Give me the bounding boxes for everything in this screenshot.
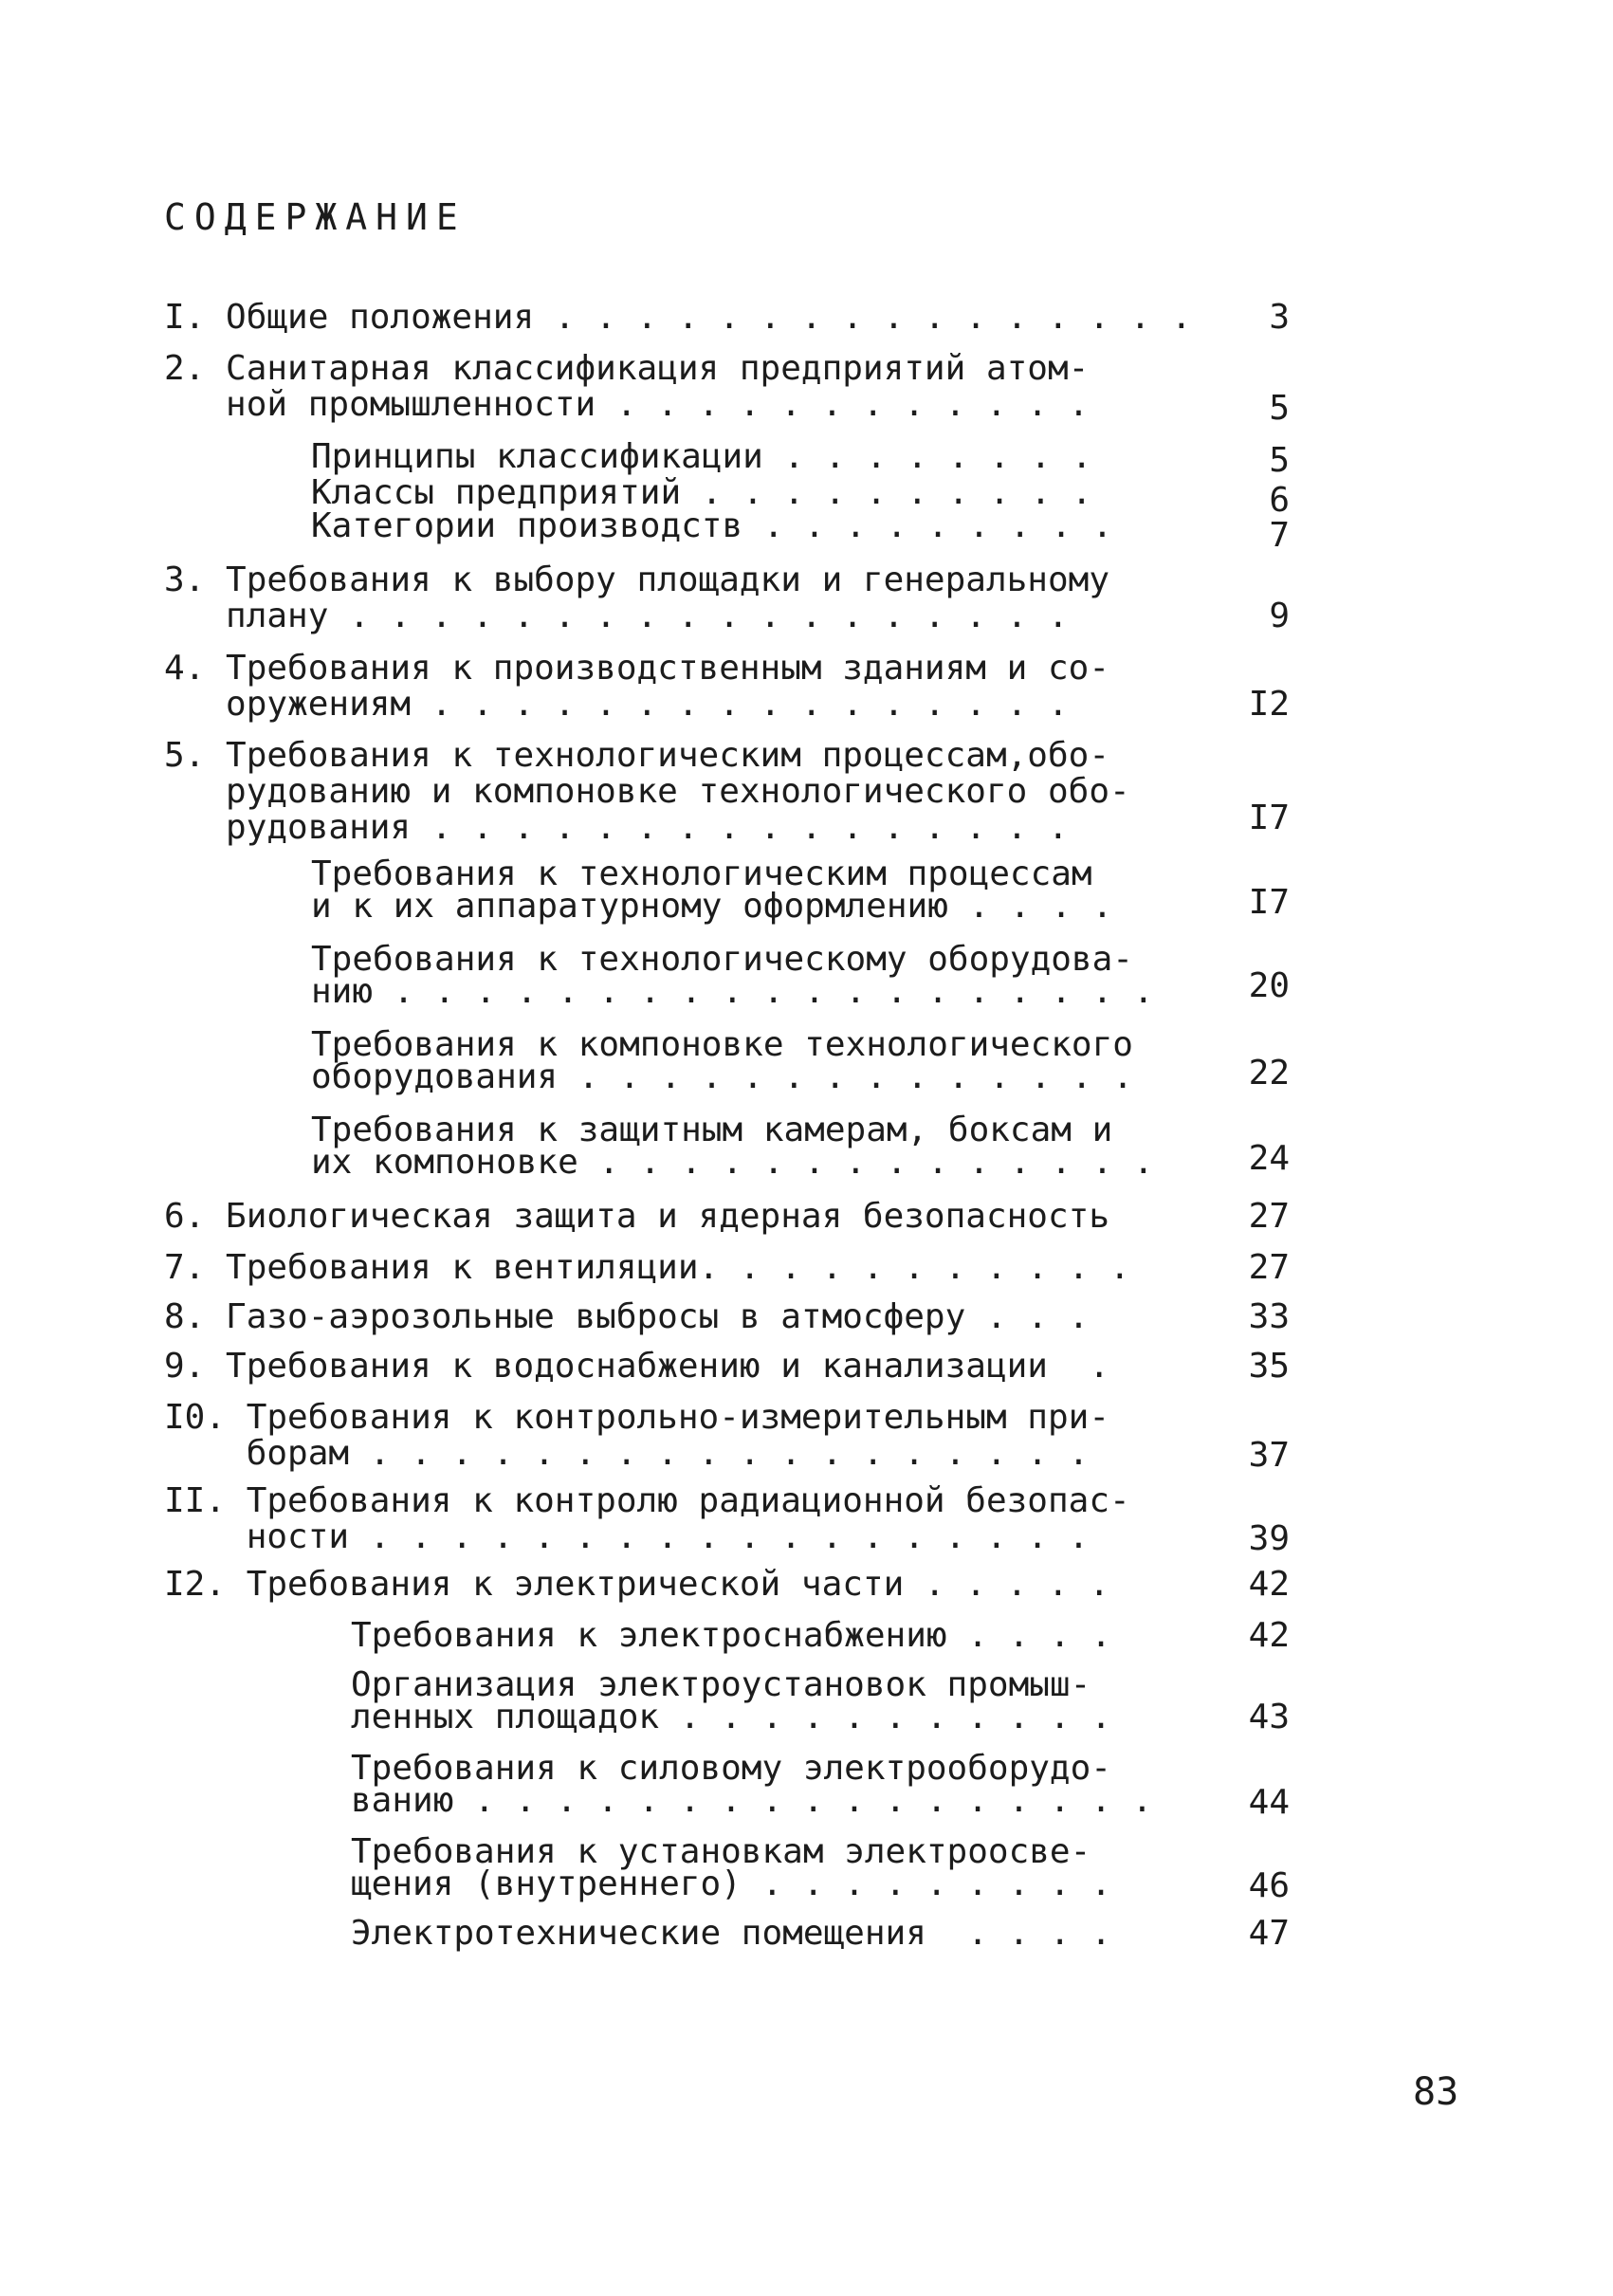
toc-entry-text: ленных площадок . . . . . . . . . . . [351,1698,1111,1736]
toc-entry-text: ной промышленности . . . . . . . . . . . . [164,385,1090,424]
toc-entry-text: 2. Санитарная классификация предприятий атом- [164,349,1090,388]
toc-entry-text: Требования к компоновке технологического [311,1025,1133,1064]
toc-entry-text: Организация электроустановок промыш- [351,1665,1091,1704]
toc-entry-text: рудования . . . . . . . . . . . . . . . . [164,808,1069,847]
toc-entry-text: 8. Газо-аэрозольные выбросы в атмосферу . . . [164,1297,1090,1336]
toc-entry-text: и к их аппаратурному оформлению . . . . [311,887,1113,926]
toc-entry-text: 9. Требования к водоснабжению и канализации . [164,1347,1109,1386]
toc-entry-text: Категории производств . . . . . . . . . [311,506,1113,545]
toc-entry-text: ности . . . . . . . . . . . . . . . . . . [164,1517,1090,1556]
toc-entry-page: 46 [1248,1866,1290,1905]
toc-entry-page: 24 [1248,1139,1290,1178]
toc-entry-page: I7 [1248,799,1290,837]
toc-entry-text: 4. Требования к производственным зданиям и со- [164,649,1109,688]
toc-entry-text: I. Общие положения . . . . . . . . . . . . . . . . [164,298,1192,337]
toc-entry-text: 5. Требования к технологическим процессам,обо- [164,736,1109,775]
toc-entry-text: Принципы классификации . . . . . . . . [311,437,1092,476]
toc-entry-text: плану . . . . . . . . . . . . . . . . . . [164,597,1069,635]
toc-entry-page: 42 [1248,1565,1290,1604]
toc-entry-text: Электротехнические помещения . . . . [351,1914,1111,1953]
toc-entry-text: Требования к силовому электрооборудо- [351,1749,1111,1788]
toc-entry-text: 7. Требования к вентиляции. . . . . . . . . . . [164,1248,1130,1287]
toc-entry-page: 43 [1248,1698,1290,1736]
toc-entry-text: щения (внутреннего) . . . . . . . . . [351,1864,1111,1903]
toc-entry-page: 27 [1248,1248,1290,1287]
toc-entry-page: I2 [1248,685,1290,724]
toc-entry-page: 37 [1248,1436,1290,1475]
toc-entry-page: 22 [1248,1054,1290,1093]
page-number: 83 [1413,2070,1459,2114]
toc-entry-text: I0. Требования к контрольно-измерительным при- [164,1398,1109,1437]
toc-entry-text: оружениям . . . . . . . . . . . . . . . . [164,685,1069,724]
toc-entry-text: I2. Требования к электрической части . . . . . [164,1565,1109,1604]
toc-entry-text: их компоновке . . . . . . . . . . . . . . [311,1143,1154,1182]
toc-entry-text: оборудования . . . . . . . . . . . . . . [311,1057,1133,1096]
toc-entry-text: II. Требования к контролю радиационной безопас- [164,1481,1130,1520]
toc-entry-page: 6 [1269,481,1290,520]
toc-entry-text: Классы предприятий . . . . . . . . . . [311,473,1092,512]
toc-entry-text: Требования к установкам электроосве- [351,1832,1091,1871]
toc-entry-page: 9 [1269,597,1290,635]
toc-entry-page: 47 [1248,1914,1290,1953]
toc-entry-text: ванию . . . . . . . . . . . . . . . . . [351,1781,1153,1820]
toc-entry-text: рудованию и компоновке технологического обо- [164,772,1130,811]
toc-title: СОДЕРЖАНИЕ [164,196,467,238]
toc-entry-text: борам . . . . . . . . . . . . . . . . . . [164,1434,1090,1473]
toc-entry-text: Требования к защитным камерам, боксам и [311,1111,1113,1149]
toc-entry-text: Требования к технологическому оборудова- [311,940,1133,979]
toc-entry-page: I7 [1248,883,1290,922]
toc-entry-page: 7 [1269,516,1290,555]
toc-entry-page: 42 [1248,1616,1290,1655]
toc-entry-page: 39 [1248,1519,1290,1558]
toc-entry-page: 5 [1269,441,1290,480]
toc-entry-text: 3. Требования к выбору площадки и генеральному [164,560,1109,599]
toc-entry-page: 44 [1248,1783,1290,1822]
toc-entry-page: 3 [1269,298,1290,337]
toc-entry-text: Требования к электроснабжению . . . . [351,1616,1111,1655]
toc-entry-page: 35 [1248,1347,1290,1386]
toc-entry-page: 5 [1269,389,1290,428]
toc-entry-text: нию . . . . . . . . . . . . . . . . . . . [311,972,1154,1011]
toc-entry-page: 20 [1248,966,1290,1005]
toc-entry-page: 33 [1248,1297,1290,1336]
toc-entry-text: Требования к технологическим процессам [311,854,1092,893]
toc-entry-text: 6. Биологическая защита и ядерная безопасность [164,1197,1109,1236]
toc-entry-page: 27 [1248,1197,1290,1236]
